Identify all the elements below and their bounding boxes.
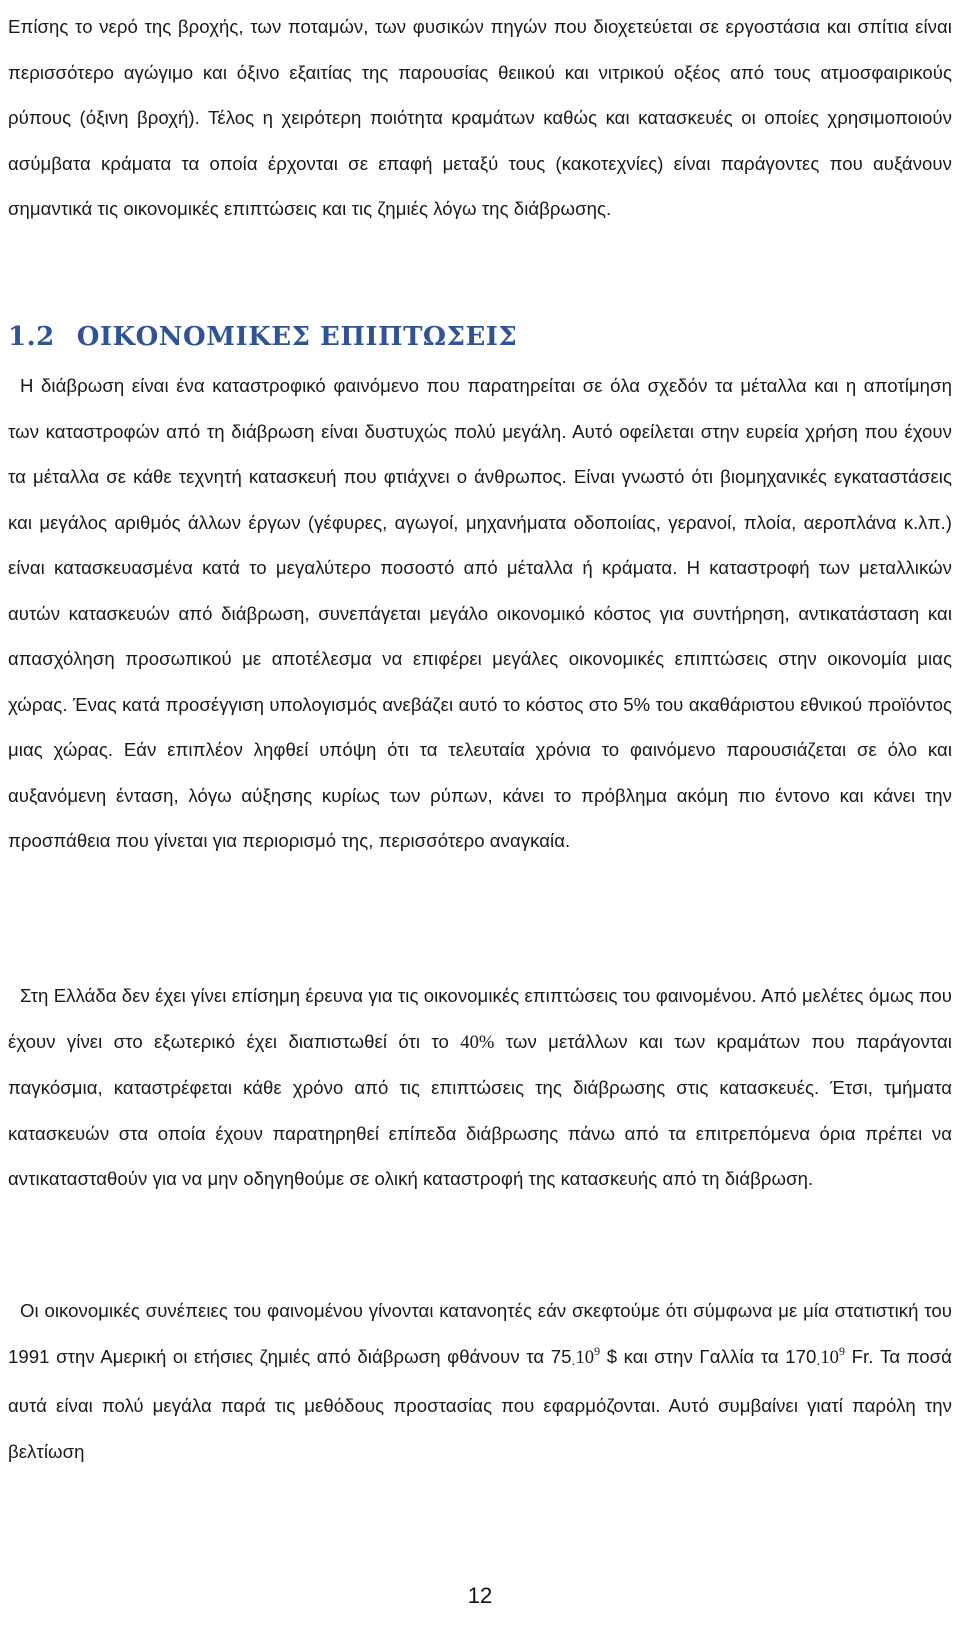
paragraph-text: Στη Ελλάδα δεν έχει γίνει επίσημη έρευνα για τις οικονομικές επιπτώσεις του φαινομένου. Από μελέτες όμως που έχουν γίνει στο εξωτερικό έχει διαπιστωθεί ότι το [8,985,952,1052]
france-exponent: 9 [839,1343,846,1358]
multiplication-dot: . [816,1351,821,1368]
paragraph-text: Οι οικονομικές συνέπειες του φαινομένου γίνονται κατανοητές εάν σκεφτούμε ότι σύμφωνα με μία στατιστική του 1991 στην Αμερική οι ετήσιες ζημιές από διάβρωση φθάνουν τα [8,1300,952,1367]
body-paragraph: Επίσης το νερό της βροχής, των ποταμών, των φυσικών πηγών που διοχετεύεται σε εργοστάσια και σπίτια είναι περισσότερο αγώγιμο και όξινο εξαιτίας της παρουσίας θειικού και νιτρικού οξέος από τους ατμοσφαιρικούς ρύπους (όξινη βροχή). Τέλος η χειρότερη ποιότητα κραμάτων καθώς και κατασκευές οι οποίες χρησιμοποιούν ασύμβατα κράματα τα οποία έρχονται σε επαφή μεταξύ τους (κακοτεχνίες) είναι παράγοντες που αυξάνουν σημαντικά τις οικονομικές επιπτώσεις και τις ζημιές λόγω της διάβρωσης. [8,16,952,219]
usa-base: 10 [575,1346,595,1368]
usa-amount: 75 [550,1345,572,1367]
section-number: 1.2 [8,322,55,352]
body-paragraph [8,363,952,864]
france-base: 10 [820,1346,840,1368]
body-paragraph [8,973,952,1202]
france-amount: 170 [785,1345,817,1367]
usa-exponent: 9 [594,1343,601,1358]
paragraph-text: $ και στην Γαλλία τα [600,1345,786,1367]
body-paragraph [8,1288,952,1474]
paragraph-text: Η διάβρωση είναι ένα καταστροφικό φαινόμενο που παρατηρείται σε όλα σχεδόν τα μέταλλα και η αποτίμηση των καταστροφών από τη διάβρωση είναι δυστυχώς πολύ μεγάλη. Αυτό οφείλεται στην ευρεία χρήση που έχουν τα μέταλλα σε κάθε τεχνητή κατασκευή που φτιάχνει ο άνθρωπος. Είναι γνωστό ότι βιομηχανικές εγκαταστάσεις και μεγάλος αριθμός άλλων έργων (γέφυρες, αγωγοί, μηχανήματα οδοποιίας, γερανοί, πλοία, αεροπλάνα κ.λπ.) είναι κατασκευασμένα κατά το μεγαλύτερο ποσοστό από μέταλλα ή κράματα. Η καταστροφή των μεταλλικών αυτών κατασκευών από διάβρωση, συνεπάγεται μεγάλο οικονομικό κόστος για συντήρηση, αντικατάσταση και απασχόληση προσωπικού με αποτέλεσμα να επιφέρει μεγάλες οικονομικές επιπτώσεις στην οικονομία μιας χώρας. Ένας κατά προσέγγιση υπολογισμός ανεβάζει αυτό το κόστος στο 5% του ακαθάριστου εθνικού προϊόντος μιας χώρας. Εάν επιπλέον ληφθεί υπόψη ότι τα τελευταία χρόνια το φαινόμενο παρουσιάζεται σε όλο και αυξανόμενη ένταση, λόγω αύξησης κυρίως των ρύπων, κάνει το πρόβλημα ακόμη πιο έντονο και κάνει την προσπάθεια που γίνεται για περιορισμό της, περισσότερο αναγκαία. [8,375,952,851]
paragraph-text: των μετάλλων και των κραμάτων που παράγονται παγκόσμια, καταστρέφεται κάθε χρόνο από τις επιπτώσεις της διάβρωσης στις κατασκευές. Έτσι, τμήματα κατασκευών στα οποία έχουν παρατηρηθεί επίπεδα διάβρωσης πάνω από τα επιτρεπόμενα όρια πρέπει να αντικατασταθούν για να μην οδηγηθούμε σε ολική καταστροφή της κατασκευής από τη διάβρωση. [8,1030,952,1189]
section-title: ΟΙΚΟΝΟΜΙΚΕΣ ΕΠΙΠΤΩΣΕΙΣ [76,322,518,352]
section-heading [8,322,517,352]
page-number: 12 [467,1583,493,1608]
percent-value: 40% [460,1031,495,1053]
multiplication-dot: . [571,1351,576,1368]
paragraph-text: Fr. Τα ποσά αυτά είναι πολύ μεγάλα παρά τις μεθόδους προστασίας που εφαρμόζονται. Αυτό συμβαίνει γιατί παρόλη την βελτίωση [8,1345,952,1462]
